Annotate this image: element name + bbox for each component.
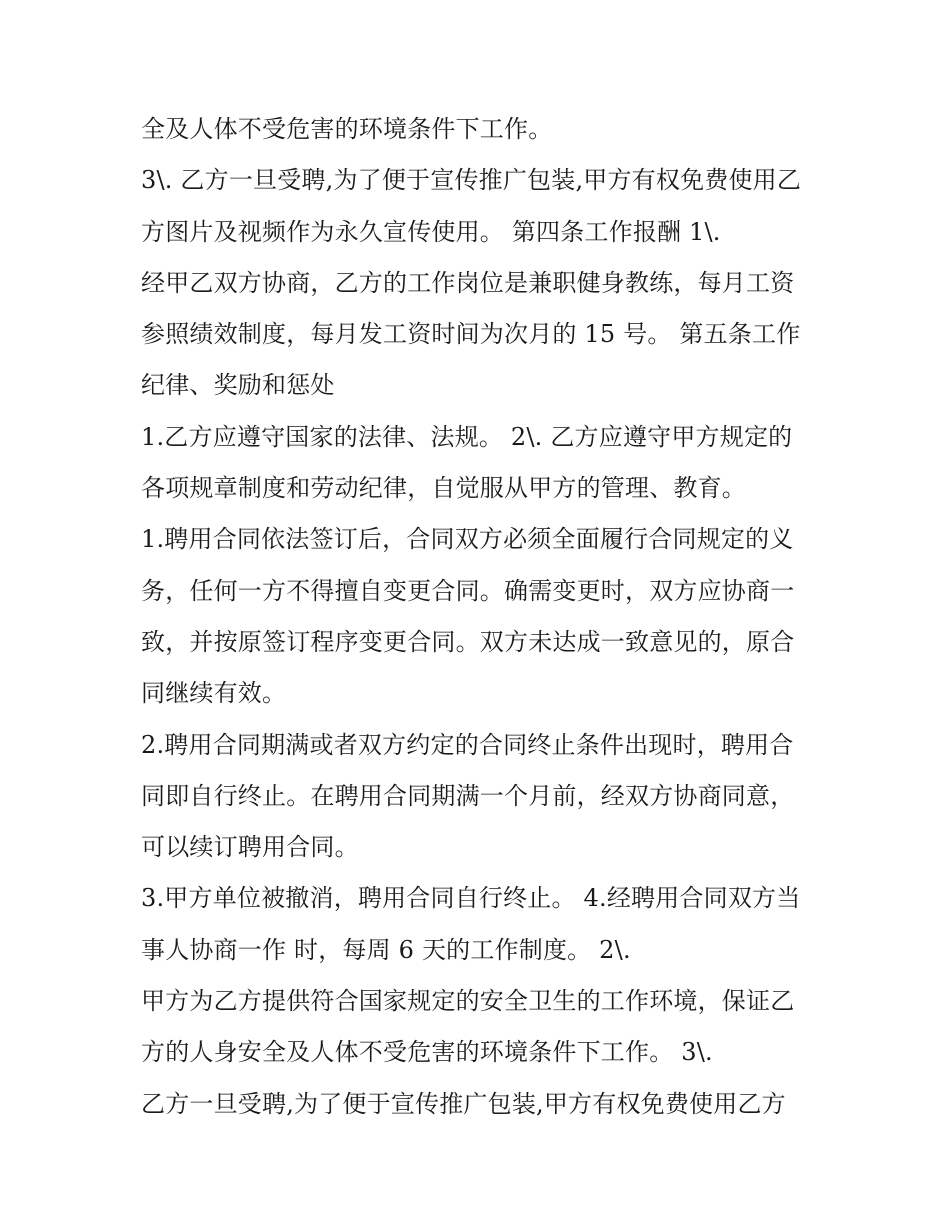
text-line: 纪律、奖励和惩处 bbox=[141, 371, 335, 400]
text-line: 方图片及视频作为永久宣传使用。 第四条工作报酬 1\. bbox=[141, 217, 721, 246]
text-line: 致，并按原签订程序变更合同。双方未达成一致意见的，原合 bbox=[141, 627, 795, 656]
text-line: 事人协商一作 时，每周 6 天的工作制度。 2\. bbox=[141, 935, 631, 964]
text-line: 甲方为乙方提供符合国家规定的安全卫生的工作环境，保证乙 bbox=[141, 987, 795, 1016]
text-line: 可以续订聘用合同。 bbox=[141, 833, 359, 862]
text-line: 1.乙方应遵守国家的法律、法规。 2\. 乙方应遵守甲方规定的 bbox=[141, 422, 793, 451]
text-line: 2.聘用合同期满或者双方约定的合同终止条件出现时，聘用合 bbox=[141, 730, 794, 759]
text-line: 乙方一旦受聘,为了便于宣传推广包装,甲方有权免费使用乙方 bbox=[141, 1089, 786, 1118]
text-line: 参照绩效制度，每月发工资时间为次月的 15 号。 第五条工作 bbox=[141, 320, 801, 349]
text-line: 各项规章制度和劳动纪律，自觉服从甲方的管理、教育。 bbox=[141, 474, 746, 503]
text-line: 经甲乙双方协商，乙方的工作岗位是兼职健身教练，每月工资 bbox=[141, 268, 795, 297]
text-line: 同即自行终止。在聘用合同期满一个月前，经双方协商同意， bbox=[141, 781, 795, 810]
text-line: 3.甲方单位被撤消，聘用合同自行终止。 4.经聘用合同双方当 bbox=[141, 884, 801, 913]
text-line: 1.聘用合同依法签订后，合同双方必须全面履行合同规定的义 bbox=[141, 525, 794, 554]
document-body bbox=[141, 104, 831, 1130]
text-line: 方的人身安全及人体不受危害的环境条件下工作。 3\. bbox=[141, 1038, 713, 1067]
text-line: 同继续有效。 bbox=[141, 679, 287, 708]
text-line: 3\. 乙方一旦受聘,为了便于宣传推广包装,甲方有权免费使用乙 bbox=[141, 166, 802, 195]
text-line: 务，任何一方不得擅自变更合同。确需变更时，双方应协商一 bbox=[141, 576, 795, 605]
text-line: 全及人体不受危害的环境条件下工作。 bbox=[141, 115, 553, 143]
